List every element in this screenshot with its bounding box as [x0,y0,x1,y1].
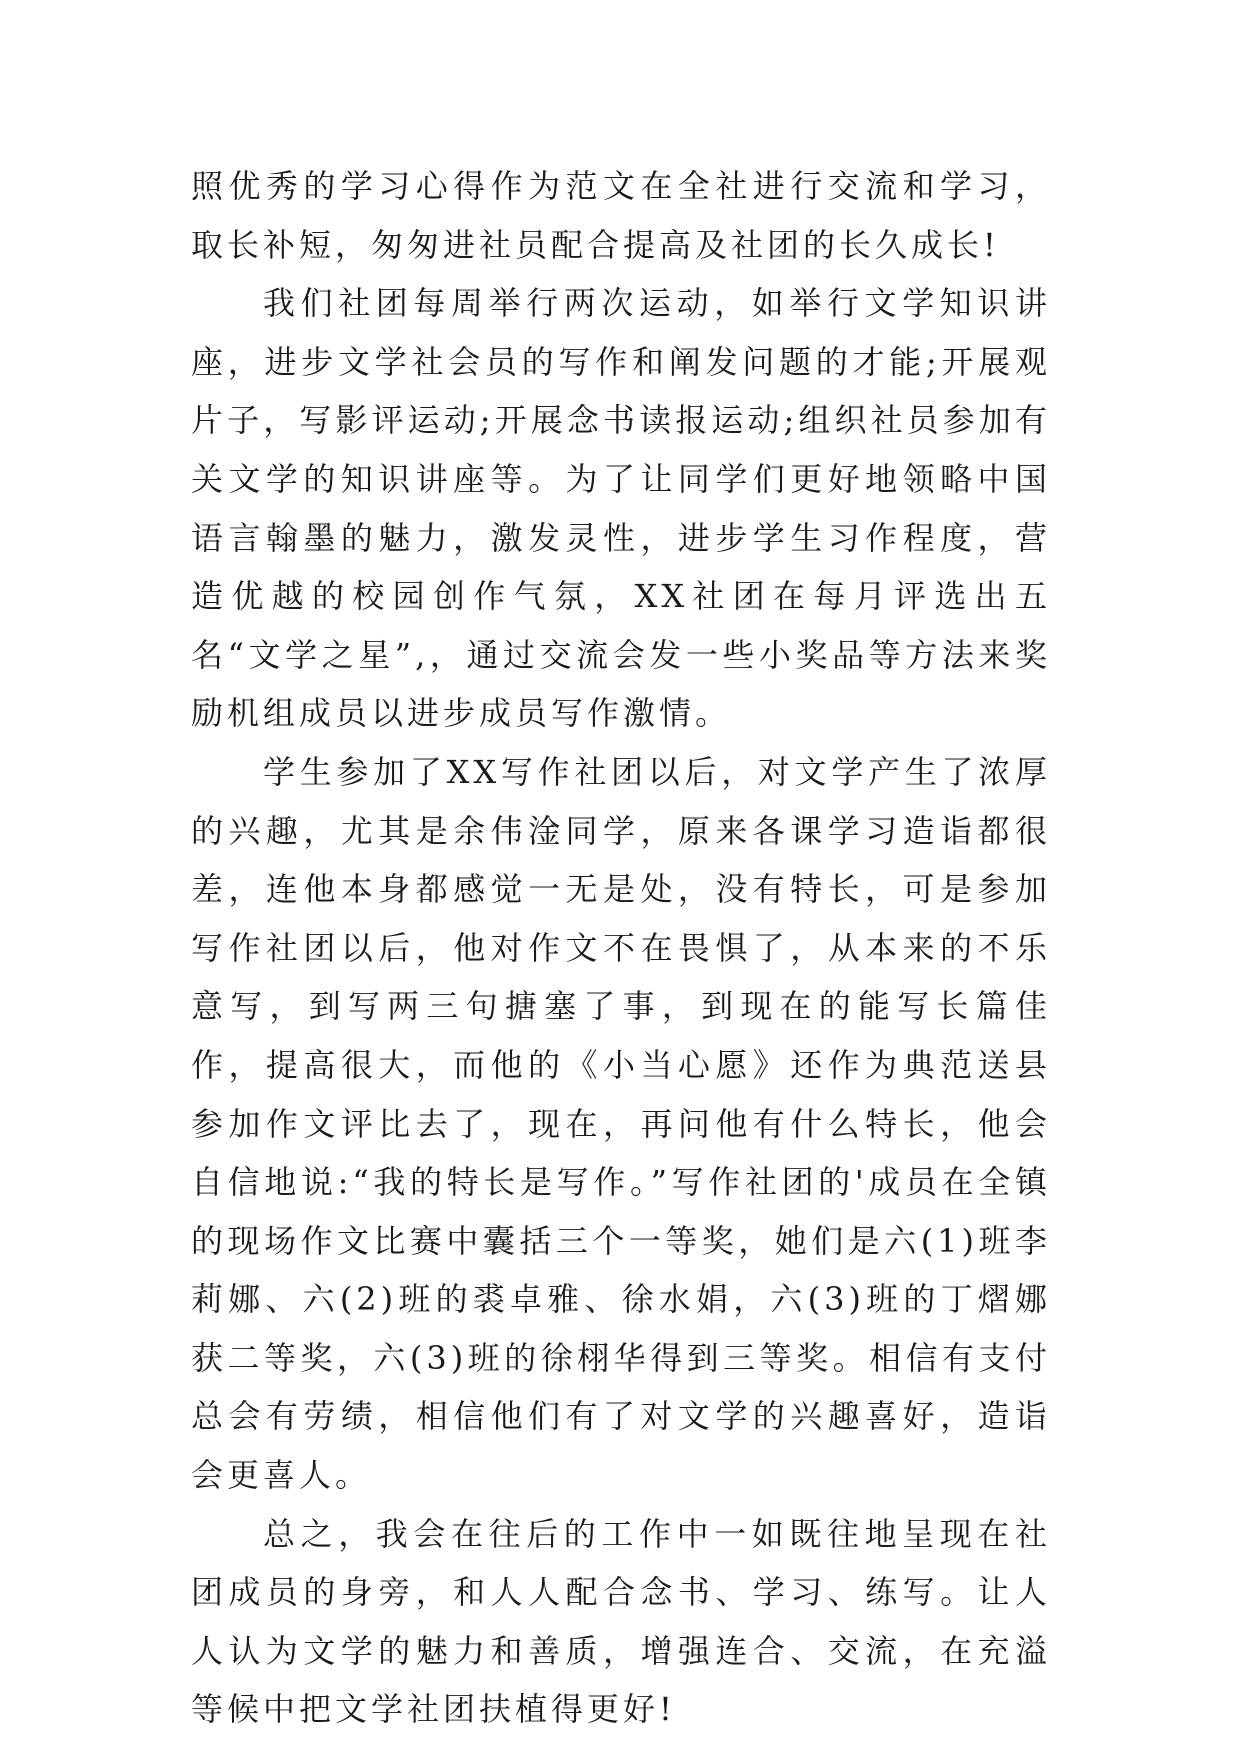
document-body [191,157,1051,1739]
paragraph-4: 总之，我会在往后的工作中一如既往地呈现在社团成员的身旁，和人人配合念书、学习、练写。让人人认为文学的魅力和善质，增强连合、交流，在充溢等候中把文学社团扶植得更好! [191,1514,1051,1729]
paragraph-3: 学生参加了XX写作社团以后，对文学产生了浓厚的兴趣，尤其是余伟淦同学，原来各课学习造诣都很差，连他本身都感觉一无是处，没有特长，可是参加写作社团以后，他对作文不在畏惧了，从本来的不乐意写，到写两三句搪塞了事，到现在的能写长篇佳作，提高很大，而他的《小当心愿》还作为典范送县参加作文评比去了，现在，再问他有什么特长，他会自信地说:“我的特长是写作。”写作社团的'成员在全镇的现场作文比赛中囊括三个一等奖，她们是六(1)班李莉娜、六(2)班的裘卓雅、徐水娟，六(3)班的丁熠娜获二等奖，六(3)班的徐栩华得到三等奖。相信有支付总会有劳绩，相信他们有了对文学的兴趣喜好，造诣会更喜人。 [191,752,1051,1495]
paragraph-2: 我们社团每周举行两次运动，如举行文学知识讲座，进步文学社会员的写作和阐发问题的才能;开展观片子，写影评运动;开展念书读报运动;组织社员参加有关文学的知识讲座等。为了让同学们更好地领略中国语言翰墨的魅力，激发灵性，进步学生习作程度，营造优越的校园创作气氛，XX社团在每月评选出五名“文学之星”,，通过交流会发一些小奖品等方法来奖励机组成员以进步成员写作激情。 [191,284,1051,733]
paragraph-1: 照优秀的学习心得作为范文在全社进行交流和学习，取长补短，匆匆进社员配合提高及社团的长久成长! [191,167,1051,264]
